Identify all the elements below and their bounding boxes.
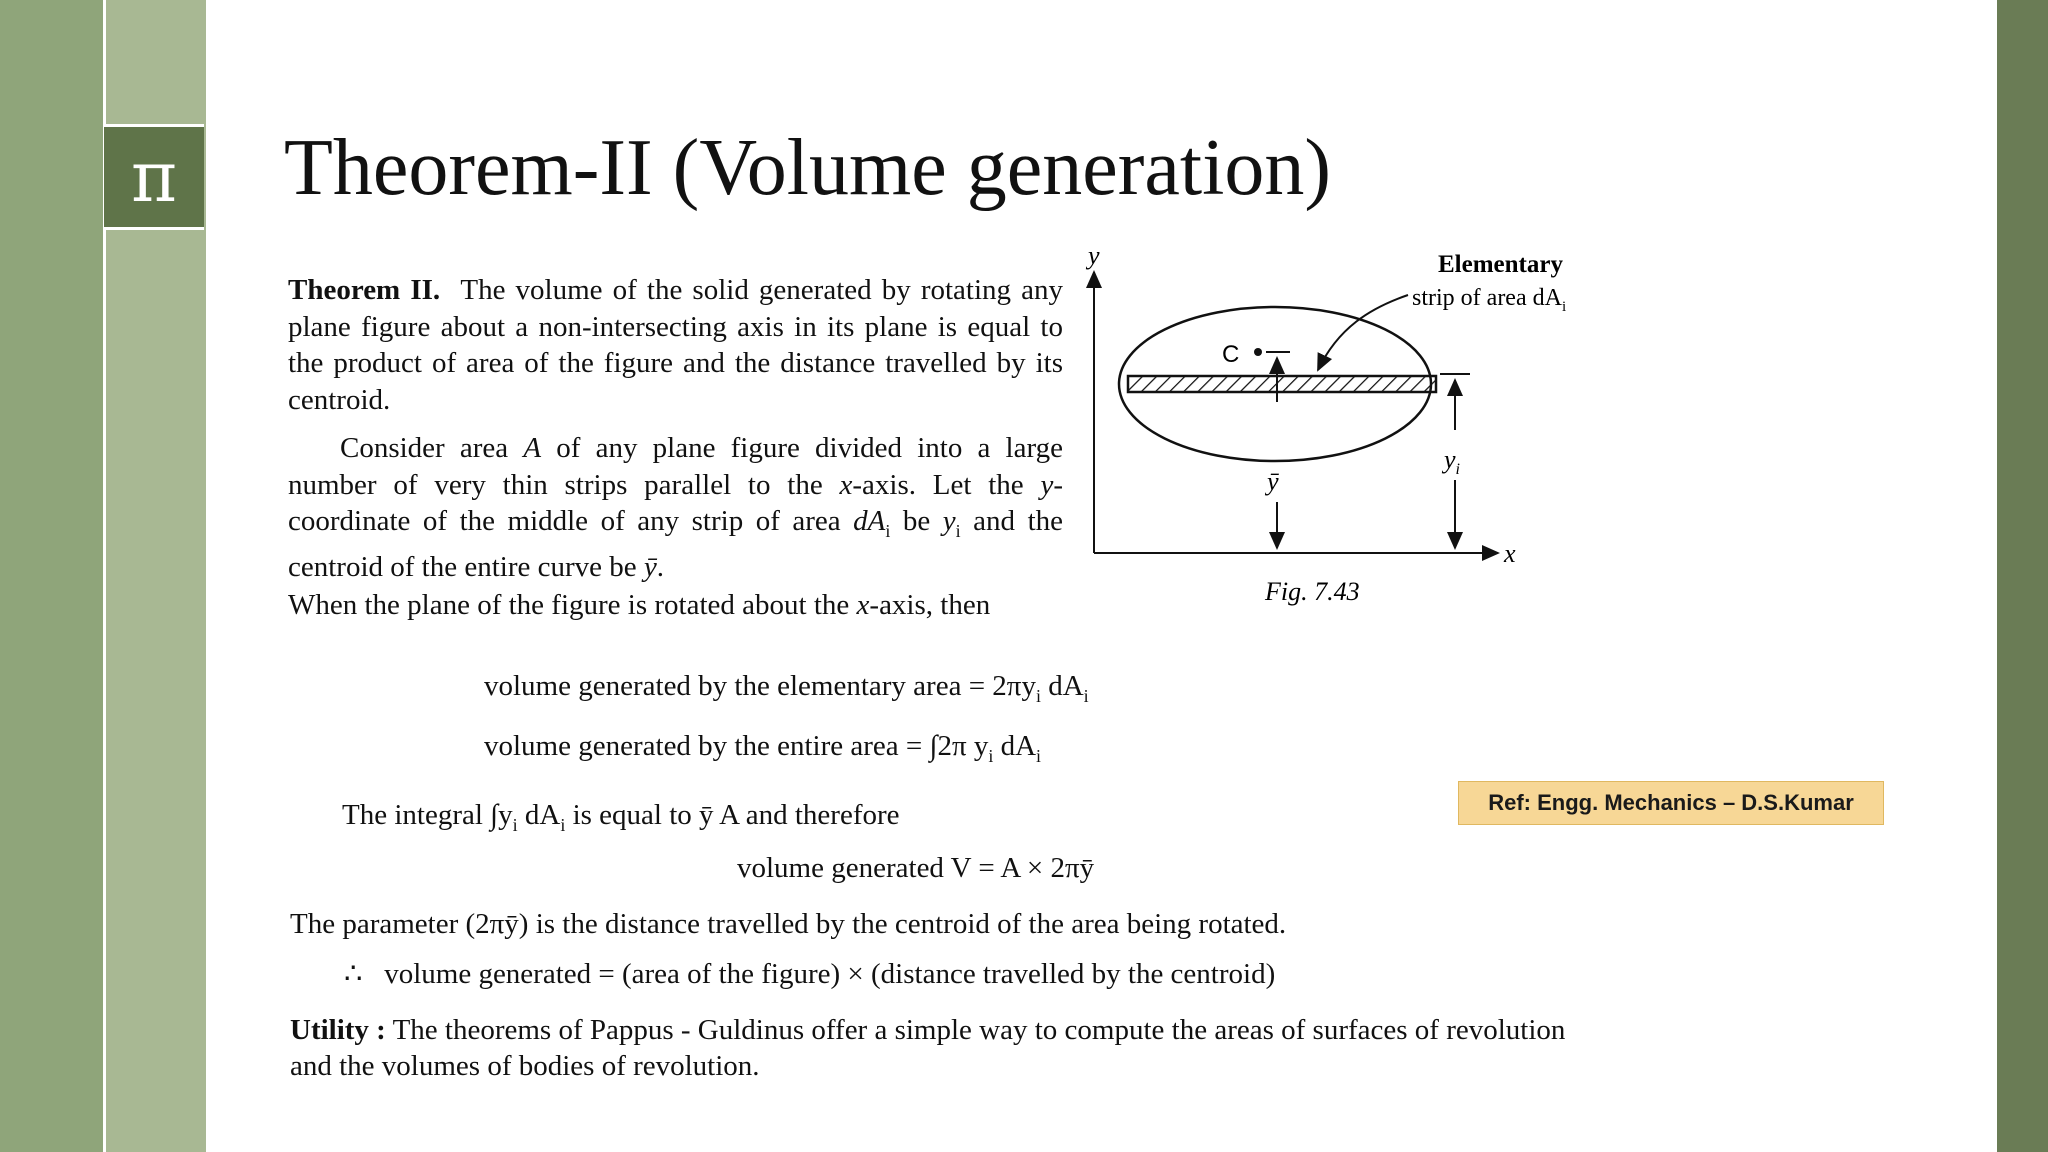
reference-badge: Ref: Engg. Mechanics – D.S.Kumar bbox=[1458, 781, 1884, 825]
consider-text-7: . bbox=[656, 551, 665, 584]
consider-text-1: Consider area bbox=[340, 432, 524, 464]
theorem-paragraph bbox=[288, 272, 1063, 418]
integral-text-1: The integral ∫y bbox=[342, 799, 513, 831]
equation-volume-v: volume generated V = A × 2πȳ bbox=[737, 852, 1095, 884]
consider-text-3: -axis. Let the bbox=[852, 468, 1041, 501]
integral-sub: i bbox=[512, 814, 518, 835]
sub-i: i bbox=[885, 520, 891, 541]
var-y: y bbox=[1040, 468, 1054, 501]
when-paragraph bbox=[288, 587, 1063, 624]
utility-label: Utility : bbox=[290, 1014, 386, 1046]
when-text-2: -axis, then bbox=[869, 589, 991, 621]
eq1-text: volume generated by the elementary area = 2πy bbox=[484, 670, 1036, 702]
integral-text-2: dA bbox=[517, 799, 561, 831]
consider-paragraph bbox=[288, 430, 1063, 586]
pi-icon: π bbox=[104, 124, 204, 230]
eq1-sub2: i bbox=[1083, 685, 1089, 706]
strip-label-line1: Elementary bbox=[1438, 251, 1563, 278]
strip-label-line2: strip of area $dA_i$ bbox=[1412, 285, 1567, 315]
utility-paragraph bbox=[290, 1012, 1610, 1084]
integral-text-3: is equal to ȳ A and therefore bbox=[565, 799, 900, 831]
utility-text: The theorems of Pappus - Guldinus offer a simple way to compute the areas of surfaces of revolution and the volumes of bodies of revolution. bbox=[290, 1014, 1566, 1082]
centroid-label: C bbox=[1222, 341, 1240, 368]
figure-7-43 bbox=[1080, 240, 1620, 620]
therefore-statement bbox=[344, 956, 1275, 992]
consider-text-2: of any plane figure divided into a large number of very thin strips parallel to the bbox=[288, 432, 1063, 501]
consider-text-6: and the centroid of the entire curve be bbox=[288, 505, 1064, 584]
var-A: A bbox=[523, 432, 542, 464]
eq2-text: volume generated by the entire area = ∫2π y bbox=[484, 730, 989, 762]
strip-leader-line bbox=[1318, 295, 1408, 370]
parameter-statement: The parameter (2πȳ) is the distance travelled by the centroid of the area being rotated. bbox=[290, 908, 1287, 940]
equation-elementary-volume bbox=[484, 668, 1089, 714]
var-yi: y bbox=[942, 505, 956, 537]
therefore-symbol: ∴ bbox=[344, 958, 363, 990]
left-accent-bar-outer bbox=[0, 0, 103, 1152]
x-axis-label: x bbox=[1504, 539, 1516, 568]
figure-caption: Fig. 7.43 bbox=[1265, 577, 1360, 606]
when-text-1: When the plane of the figure is rotated about the bbox=[288, 589, 857, 621]
theorem-text: The volume of the solid generated by rotating any plane figure about a non-intersecting axis in its plane is equal to the product of area of the figure and the distance travelled by its centroid. bbox=[288, 274, 1063, 416]
equation-total-volume bbox=[484, 728, 1041, 774]
ybar-label: ȳ bbox=[1267, 467, 1279, 496]
therefore-text: volume generated = (area of the figure) × (distance travelled by the centroid) bbox=[384, 958, 1276, 990]
yi-label: $y_i$ bbox=[1444, 445, 1460, 478]
integral-sub2: i bbox=[560, 814, 566, 835]
consider-text-4: -coordinate of the middle of any strip of area bbox=[288, 468, 1063, 537]
var-x: x bbox=[856, 589, 870, 621]
var-dA: dA bbox=[853, 505, 886, 537]
centroid-point bbox=[1254, 348, 1262, 356]
y-axis-label: y bbox=[1088, 241, 1100, 270]
eq2-sub2: i bbox=[1036, 745, 1042, 766]
integral-statement bbox=[342, 797, 900, 843]
var-ybar: ȳ bbox=[643, 551, 657, 584]
var-x: x bbox=[839, 468, 853, 501]
theorem-label: Theorem II. bbox=[288, 274, 441, 306]
eq2-tail: dA bbox=[993, 730, 1037, 762]
eq2-sub: i bbox=[988, 745, 994, 766]
elementary-strip bbox=[1128, 376, 1436, 392]
sub-i: i bbox=[955, 520, 961, 541]
eq1-tail: dA bbox=[1040, 670, 1084, 702]
consider-text-5: be bbox=[890, 505, 943, 537]
right-accent-bar bbox=[1997, 0, 2048, 1152]
eq1-sub: i bbox=[1035, 685, 1041, 706]
slide-title: Theorem-II (Volume generation) bbox=[284, 124, 1331, 212]
